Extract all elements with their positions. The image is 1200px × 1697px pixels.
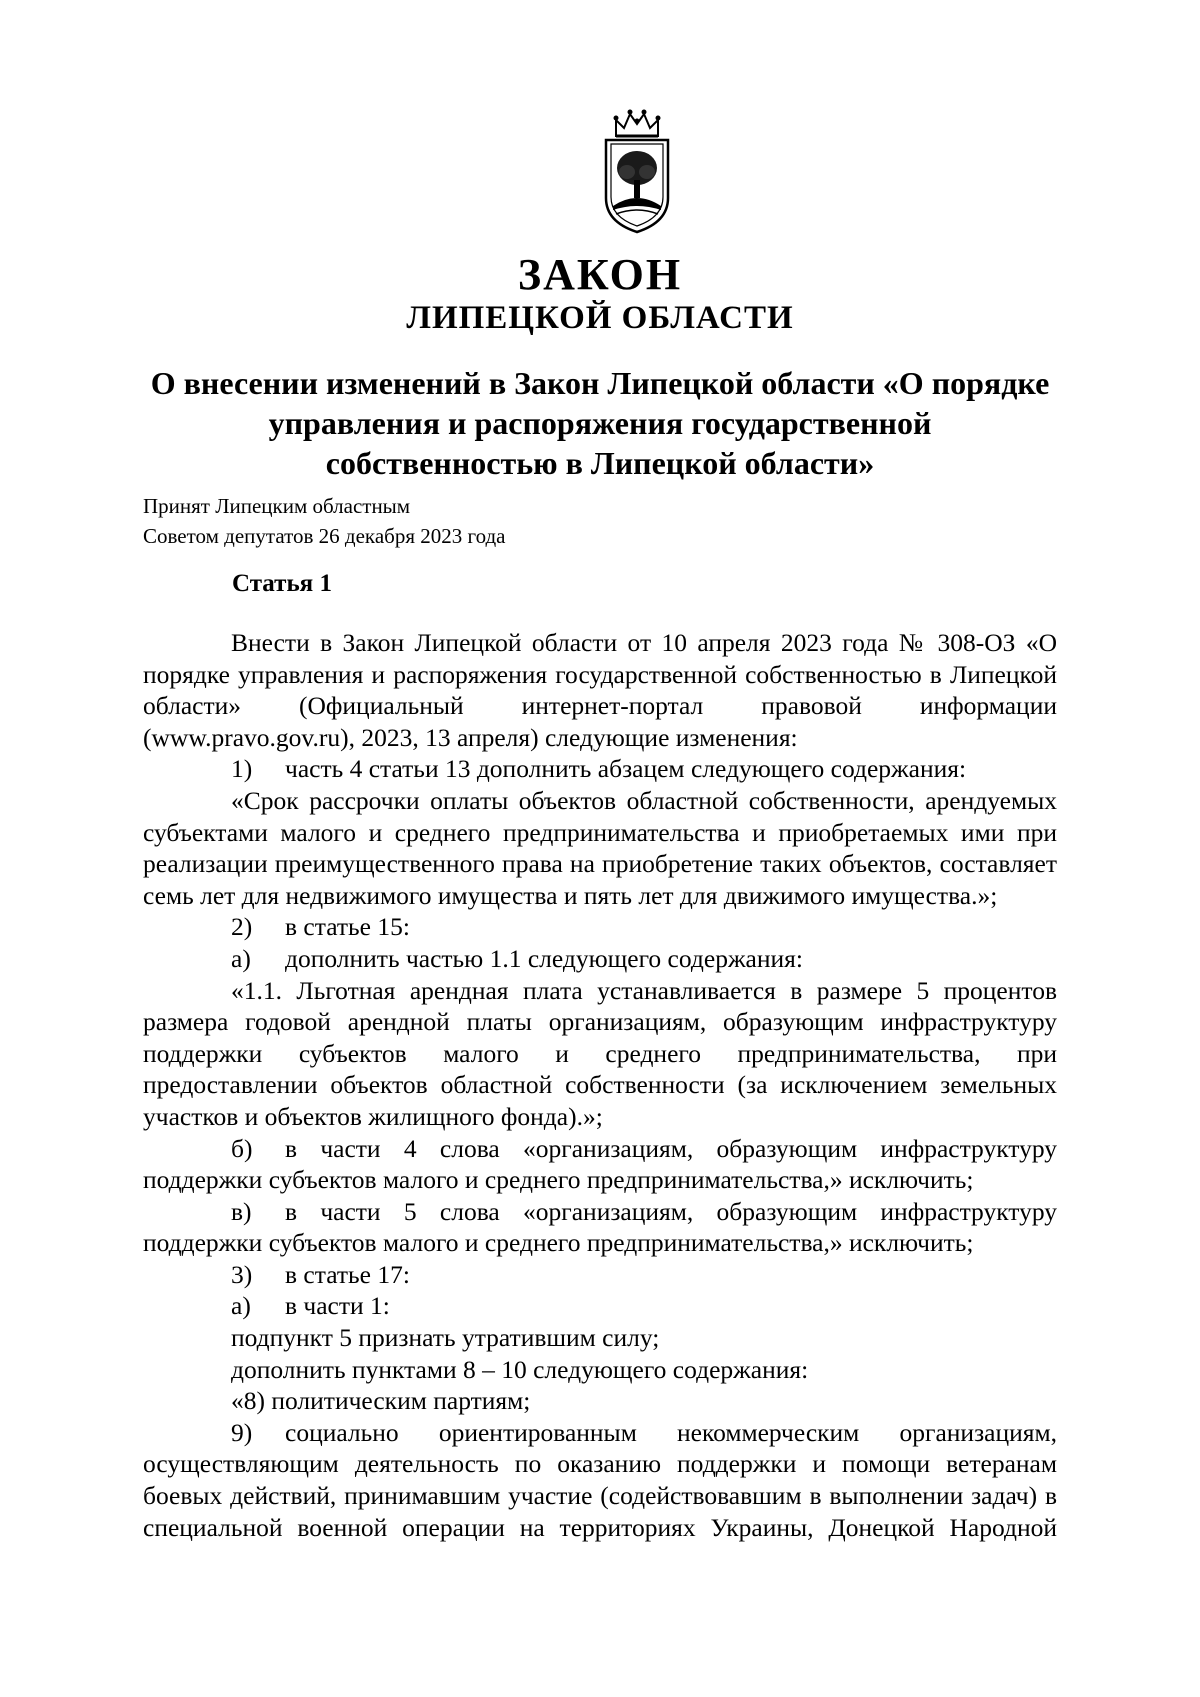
article-intro: Внести в Закон Липецкой области от 10 апреля 2023 года № 308-ОЗ «О порядке управления и распоряжения государственной собственностью в Липецкой области» (Официальный интернет-портал правовой информации (www.pravo.gov.ru), 2023, 13 апреля) следующие изменения:: [143, 628, 1057, 752]
lipetsk-coat-of-arms-icon: [592, 106, 682, 236]
law-name-line: управления и распоряжения государственной: [268, 405, 932, 441]
item-number: а): [231, 943, 251, 973]
list-item: [143, 911, 1057, 943]
adoption-note: [143, 491, 505, 551]
document-title: ЗАКОН: [517, 250, 683, 299]
adoption-line: Советом депутатов 26 декабря 2023 года: [143, 524, 506, 548]
item-number: 1): [231, 754, 253, 784]
list-item: [143, 1133, 1057, 1196]
law-name-line: собственностью в Липецкой области»: [325, 445, 875, 481]
item-number: в): [231, 1196, 252, 1226]
law-name: [150, 363, 1050, 483]
item-text: в части 4 слова «организациям, образующим инфраструктуру поддержки субъектов малого и среднего предпринимательства,» исключить;: [143, 1133, 1057, 1195]
item-number: 2): [231, 912, 253, 942]
item-text: социально ориентированным некоммерческим организациям, осуществляющим деятельность по оказанию поддержки и помощи ветеранам боевых действий, принимавшим участие (содействовавшим в выполнении задач) в специальной военной операции на территориях Украины, Донецкой Народной: [143, 1417, 1057, 1542]
list-item: [143, 1196, 1057, 1259]
law-name-line: О внесении изменений в Закон Липецкой области «О порядке: [150, 365, 1050, 401]
article-body: [143, 627, 1057, 1543]
item-text: в части 1:: [285, 1291, 390, 1321]
text-line: «8) политическим партиям;: [231, 1386, 531, 1416]
list-item: [143, 943, 1057, 975]
list-item: [143, 1417, 1057, 1543]
item-number: а): [231, 1291, 251, 1321]
item-text: в статье 17:: [285, 1259, 410, 1289]
document-subtitle: ЛИПЕЦКОЙ ОБЛАСТИ: [406, 300, 794, 336]
item-text: в части 5 слова «организациям, образующим инфраструктуру поддержки субъектов малого и среднего предпринимательства,» исключить;: [143, 1196, 1057, 1258]
quoted-text: «1.1. Льготная арендная плата устанавливается в размере 5 процентов размера годовой арендной платы организациям, образующим инфраструктуру поддержки субъектов малого и среднего предпринимательства, при предоставлении объектов областной собственности (за исключением земельных участков и объектов жилищного фонда).»;: [143, 975, 1057, 1131]
adoption-line: Принят Липецким областным: [143, 494, 411, 518]
text-line: подпункт 5 признать утратившим силу;: [231, 1323, 660, 1353]
list-item: [143, 1290, 1057, 1322]
quoted-text: «Срок рассрочки оплаты объектов областной собственности, арендуемых субъектами малого и среднего предпринимательства и приобретаемых ими при реализации преимущественного права на приобретение таких объектов, составляет семь лет для недвижимого имущества и пять лет для движимого имущества.»;: [143, 785, 1057, 910]
item-number: 9): [231, 1417, 253, 1447]
text-line: дополнить пунктами 8 – 10 следующего содержания:: [231, 1354, 809, 1384]
item-text: часть 4 статьи 13 дополнить абзацем следующего содержания:: [285, 754, 967, 784]
item-number: б): [231, 1133, 253, 1163]
list-item: [143, 753, 1057, 785]
article-heading: Статья 1: [232, 570, 332, 597]
item-text: дополнить частью 1.1 следующего содержания:: [285, 943, 803, 973]
item-number: 3): [231, 1259, 253, 1289]
list-item: [143, 1259, 1057, 1291]
item-text: в статье 15:: [285, 912, 410, 942]
